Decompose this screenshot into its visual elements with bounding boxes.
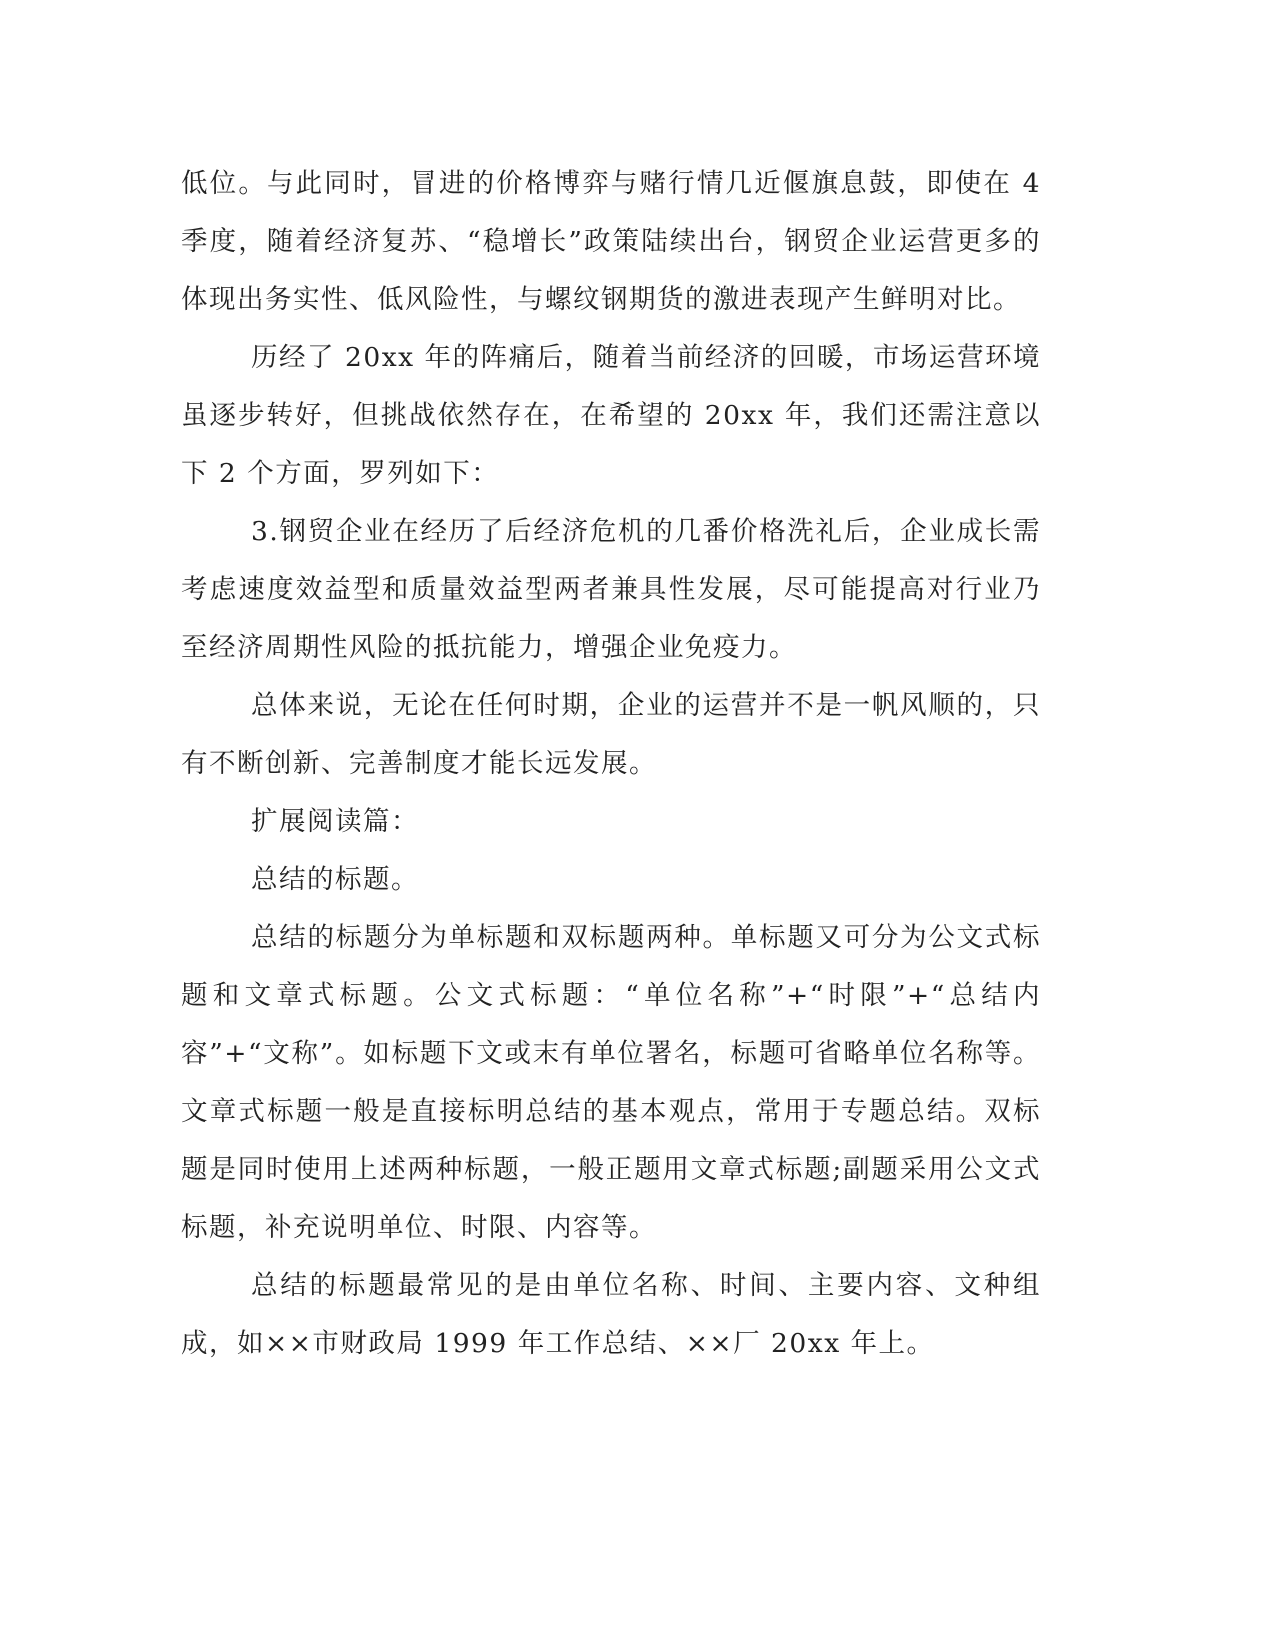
paragraph-economy-outlook: 历经了 20xx 年的阵痛后，随着当前经济的回暖，市场运营环境虽逐步转好，但挑战依然存在，在希望的 20xx 年，我们还需注意以下 2 个方面，罗列如下： xyxy=(181,342,1041,489)
document-page xyxy=(181,155,1041,1373)
paragraph-title-common-form: 总结的标题最常见的是由单位名称、时间、主要内容、文种组成，如××市财政局 1999 年工作总结、××厂 20xx 年上。 xyxy=(181,1270,1041,1359)
section-heading-extended-reading: 扩展阅读篇： xyxy=(251,806,419,837)
subheading-summary-title: 总结的标题。 xyxy=(251,864,419,895)
paragraph-point-3: 3.钢贸企业在经历了后经济危机的几番价格洗礼后，企业成长需考虑速度效益型和质量效益型两者兼具性发展，尽可能提高对行业乃至经济周期性风险的抵抗能力，增强企业免疫力。 xyxy=(181,516,1041,663)
paragraph-continuation: 低位。与此同时，冒进的价格博弈与赌行情几近偃旗息鼓，即使在 4 季度，随着经济复苏、“稳增长”政策陆续出台，钢贸企业运营更多的体现出务实性、低风险性，与螺纹钢期货的激进表现产生鲜明对比。 xyxy=(181,168,1041,315)
paragraph-conclusion: 总体来说，无论在任何时期，企业的运营并不是一帆风顺的，只有不断创新、完善制度才能长远发展。 xyxy=(181,690,1041,779)
paragraph-title-types: 总结的标题分为单标题和双标题两种。单标题又可分为公文式标题和文章式标题。公文式标题：“单位名称”+“时限”+“总结内容”+“文称”。如标题下文或末有单位署名，标题可省略单位名称等。文章式标题一般是直接标明总结的基本观点，常用于专题总结。双标题是同时使用上述两种标题，一般正题用文章式标题;副题采用公文式标题，补充说明单位、时限、内容等。 xyxy=(181,922,1041,1243)
